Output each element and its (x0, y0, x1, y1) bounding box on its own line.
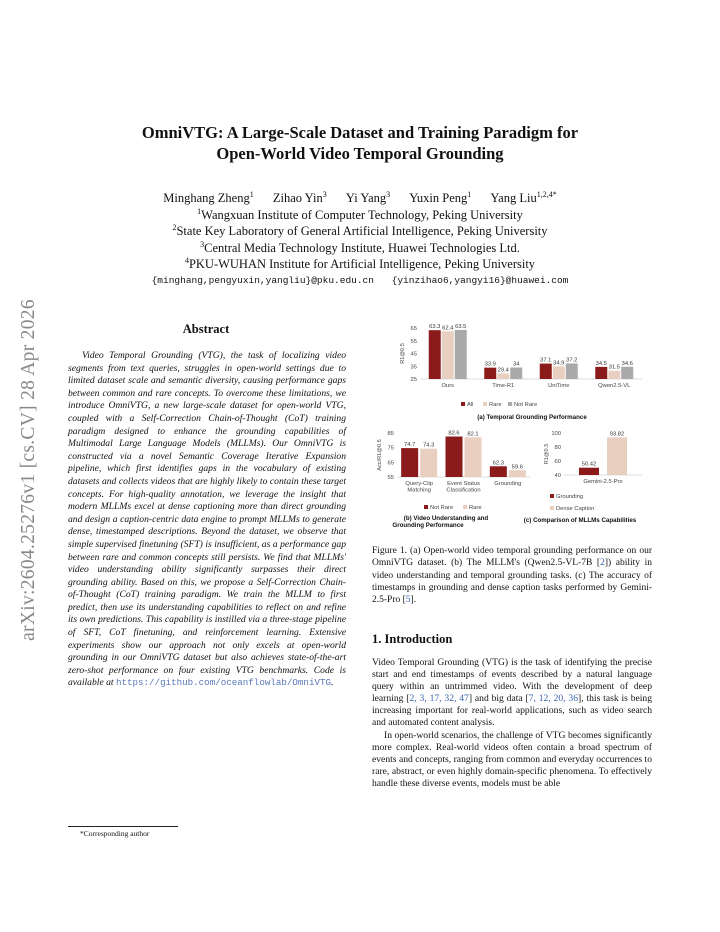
y-axis-label: R1@0.5 (400, 343, 406, 364)
bar (540, 364, 552, 379)
citation-link[interactable]: 2, 3, 17, 32, 47 (409, 693, 469, 705)
figure-caption: Figure 1. (a) Open-world video temporal grounding performance on our OmniVTG dataset. (b) The MLLM's (Qwen2.5-VL-7B [2]) ability in video understanding and temporal grounding tasks. (c) The accuracy of timestamps in grounding and dense caption tasks performed by Gemini-2.5-Pro [5]. (372, 546, 652, 606)
legend-label: Rare (469, 505, 482, 511)
paragraph: Video Temporal Grounding (VTG) is the task of identifying the precise start and end timestamps of events described by a natural language query within an untrimmed video. With the development of deep learning [2, 3, 17, 32, 47] and big data [7, 12, 20, 36], this task is being increasing important for real-world applications, such as video search and automated content analysis. (372, 657, 653, 729)
data-label: 62.3 (492, 460, 504, 467)
bar (455, 330, 467, 379)
bar (607, 437, 627, 475)
author: Yi Yang$^3$ (345, 189, 391, 205)
data-label: 34 (513, 361, 520, 368)
author-names (100, 190, 620, 207)
bar (429, 330, 441, 379)
data-label: 82.6 (448, 430, 460, 437)
y-axis-label: Acc/R1@0.5 (377, 439, 383, 471)
x-tick-label: Event Status (447, 481, 480, 487)
bar (621, 367, 633, 379)
affiliation: $^3$Central Media Technology Institute, Huawei Technologies Ltd. (200, 239, 520, 255)
title-line-2: Open-World Video Temporal Grounding (216, 144, 504, 163)
abstract-text: Video Temporal Grounding (VTG), the task of localizing video segments from text queries, struggles in open-world settings due to limited dataset scale and semantic diversity, causing performance gaps between common and rare concepts. To overcome these limitations, we introduce OmniVTG, a new large-scale dataset for open-world VTG, coupled with a Self-Correction Chain-of-Thought (CoT) training paradigm designed to enhance the grounding capabilities of Multimodal Large Language Models (MLLMs). Our OmniVTG is constructed via a novel Semantic Coverage Iterative Expansion pipeline, which first identifies gaps in the vocabulary of existing datasets and collects videos that are highly likely to contain these target concepts. For high-quality annotation, we leverage the insight that modern MLLMs excel at dense captioning more than direct grounding and design a caption-centric data engine to prompt MLLMs to generate dense, timestamped descriptions. Beyond the dataset, we observe that simple supervised finetuning (SFT) is insufficient, as a performance gap between rare and common concepts still persists. We find that MLLMs' video understanding ability significantly surpasses their direct grounding ability. Based on this, we propose a Self-Correction Chain-of-Thought (CoT) training paradigm. We train the MLLM to first predict, then use its understanding capabilities to reflect on and refine its own predictions. This capability is instilled via a three-stage pipeline of SFT, CoT finetuning, and reinforcement learning. Extensive experiments show our approach not only excels at open-world grounding in our OmniVTG dataset but also achieves state-of-the-art zero-shot performance on four existing VTG benchmarks. Code is available at https://github.com/oceanflowlab/OmniVTG. (68, 350, 346, 689)
y-tick-label: 55 (410, 338, 417, 345)
data-label: 50.42 (581, 461, 597, 468)
code-link[interactable]: https://github.com/oceanflowlab/OmniVTG (115, 677, 331, 689)
legend-swatch (508, 402, 512, 406)
y-tick-label: 35 (410, 364, 417, 371)
data-label: 34.6 (621, 360, 633, 367)
y-tick-label: 65 (410, 326, 417, 332)
footnote: *Corresponding author (80, 829, 150, 838)
author: Yuxin Peng$^1$ (409, 189, 472, 205)
y-tick-label: 55 (387, 475, 394, 481)
title-line-1: OmniVTG: A Large-Scale Dataset and Training Paradigm for (141, 123, 579, 142)
legend-label: All (467, 402, 474, 408)
panel-label-b-1: (b) Video Understanding and (403, 515, 489, 522)
legend-swatch (483, 402, 487, 406)
y-tick-label: 75 (387, 445, 394, 452)
panel-label-a: (a) Temporal Grounding Performance (477, 414, 587, 421)
panel-label-b-2: Grounding Performance (392, 522, 464, 529)
x-tick-label: Time-R1 (492, 383, 515, 389)
legend-label: Not Rare (514, 402, 538, 408)
author: Yang Liu$^{1,2,4*}$ (490, 189, 557, 205)
data-label: 37.1 (540, 357, 552, 364)
bar (465, 437, 482, 477)
data-label: 74.7 (404, 442, 416, 449)
affiliation: $^1$Wangxuan Institute of Computer Technology, Peking University (197, 206, 523, 222)
data-label: 93.82 (609, 431, 625, 438)
footnote-rule (68, 826, 178, 827)
x-tick-label: Qwen2.5-VL (598, 383, 631, 389)
bar (509, 470, 526, 477)
bar (490, 466, 507, 477)
email[interactable]: {minghang,pengyuxin,yangliu}@pku.edu.cn (151, 274, 374, 286)
legend-swatch (550, 506, 554, 510)
x-tick-label: Matching (407, 487, 431, 494)
legend-label: Not Rare (430, 505, 454, 511)
author: Zihao Yin$^3$ (272, 189, 327, 205)
figure-1-chart (370, 315, 652, 530)
legend-label: Grounding (556, 494, 584, 500)
legend-label: Rare (489, 402, 502, 408)
legend-label: Dense Caption (556, 506, 595, 512)
y-tick-label: 85 (387, 431, 394, 437)
y-tick-label: 60 (554, 459, 561, 465)
bar (595, 367, 607, 379)
affiliation: $^4$PKU-WUHAN Institute for Artificial Intelligence, Peking University (184, 255, 536, 271)
x-tick-label: Ours (441, 383, 455, 389)
bar (497, 373, 509, 379)
author: Minghang Zheng$^1$ (163, 189, 254, 205)
author-emails (100, 273, 620, 290)
x-tick-label: Gemini-2.5-Pro (583, 479, 623, 485)
x-tick-label: Grounding (494, 481, 522, 487)
data-label: 62.4 (442, 325, 454, 332)
figure-1 (370, 315, 652, 530)
bar (484, 368, 496, 379)
intro-body (372, 657, 652, 790)
data-label: 34.5 (595, 360, 607, 367)
legend-swatch (461, 402, 465, 406)
citation-link[interactable]: 5 (405, 595, 411, 606)
data-label: 37.2 (566, 357, 578, 364)
paper-title (100, 122, 620, 164)
y-tick-label: 100 (551, 431, 561, 437)
data-label: 59.6 (511, 464, 523, 471)
data-label: 29.4 (497, 367, 509, 374)
y-tick-label: 25 (410, 377, 417, 383)
y-axis-label: R1@0.5 (544, 443, 550, 465)
y-tick-label: 45 (410, 351, 417, 358)
paragraph: In open-world scenarios, the challenge of VTG becomes significantly more complex. Real-world videos often contain a broad spectrum of events and concepts, ranging from common and everyday occurrences to rare, abstract, or even highly domain-specific phenomena. To effectively handle these diverse events, models must be able (372, 729, 652, 789)
author-block (100, 190, 620, 289)
abstract-heading: Abstract (182, 322, 230, 336)
bar (510, 368, 522, 379)
x-tick-label: Query-Clip (405, 481, 434, 487)
bar (566, 363, 578, 379)
section-heading: 1. Introduction (372, 632, 453, 646)
legend-swatch (463, 505, 467, 509)
y-tick-label: 80 (554, 445, 561, 451)
bar (579, 468, 599, 475)
data-label: 63.5 (455, 323, 467, 330)
y-tick-label: 40 (554, 473, 561, 479)
data-label: 82.1 (467, 431, 479, 438)
bar (401, 448, 418, 477)
arxiv-watermark: arXiv:2604.25276v1 [cs.CV] 28 Apr 2026 (18, 299, 39, 641)
citation-link[interactable]: 7, 12, 20, 36 (528, 693, 579, 705)
data-label: 63.3 (429, 324, 441, 331)
x-tick-label: UniTime (548, 383, 570, 389)
legend-swatch (424, 505, 428, 509)
data-label: 34.9 (553, 360, 565, 367)
bar (442, 331, 454, 379)
legend-swatch (550, 494, 554, 498)
data-label: 31.5 (608, 364, 620, 371)
email[interactable]: {yinzihao6,yangyi16}@huawei.com (391, 274, 569, 286)
affiliation: $^2$State Key Laboratory of General Artificial Intelligence, Peking University (172, 222, 548, 238)
citation-link[interactable]: 2 (600, 558, 605, 569)
bar (553, 366, 565, 379)
x-tick-label: Classification (446, 487, 481, 494)
data-label: 74.3 (423, 442, 435, 449)
y-tick-label: 65 (387, 460, 394, 467)
panel-label-c: (c) Comparison of MLLMs Capabilities (523, 517, 637, 524)
bar (420, 449, 437, 477)
data-label: 33.9 (484, 361, 496, 368)
bar (446, 437, 463, 477)
bar (608, 371, 620, 379)
